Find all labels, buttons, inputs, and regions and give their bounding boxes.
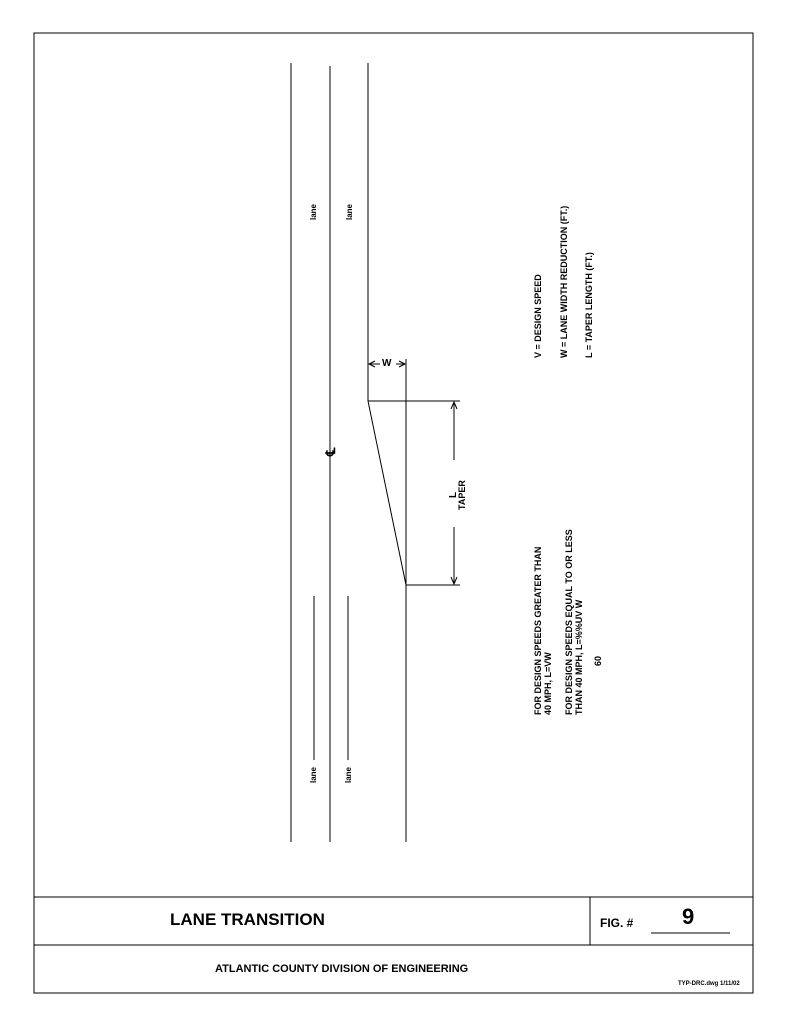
formula-less-line1: FOR DESIGN SPEEDS EQUAL TO OR LESS: [564, 529, 574, 715]
organization-name: ATLANTIC COUNTY DIVISION OF ENGINEERING: [215, 963, 469, 975]
sheet-border: [34, 33, 753, 993]
centerline-icon: ℄: [323, 447, 338, 456]
file-reference: TYP-DRC.dwg 1/11/02: [678, 981, 740, 987]
lane-label-upper-left: lane: [309, 203, 318, 220]
taper-label: TAPER: [457, 480, 467, 510]
formula-less-line2: THAN 40 MPH, L=%%UV W: [574, 599, 584, 715]
lane-label-lower-right: lane: [344, 766, 353, 783]
taper-line: [368, 401, 406, 585]
formula-greater-line1: FOR DESIGN SPEEDS GREATER THAN: [533, 546, 543, 715]
formula-greater-line2: 40 MPH, L=VW: [543, 652, 553, 715]
fig-number: 9: [682, 904, 695, 929]
formula-less-line3: 60: [593, 655, 603, 666]
taper-l-label: L: [448, 491, 459, 498]
legend-taper-length: L = TAPER LENGTH (FT.): [584, 252, 594, 358]
legend-lane-width: W = LANE WIDTH REDUCTION (FT.): [559, 205, 569, 358]
w-dimension-label: W: [382, 358, 392, 369]
drawing-title: LANE TRANSITION: [170, 910, 325, 929]
lane-label-upper-right: lane: [345, 203, 354, 220]
fig-label: FIG. #: [600, 916, 634, 930]
lane-label-lower-left: lane: [309, 766, 318, 783]
legend-design-speed: V = DESIGN SPEED: [533, 274, 543, 358]
